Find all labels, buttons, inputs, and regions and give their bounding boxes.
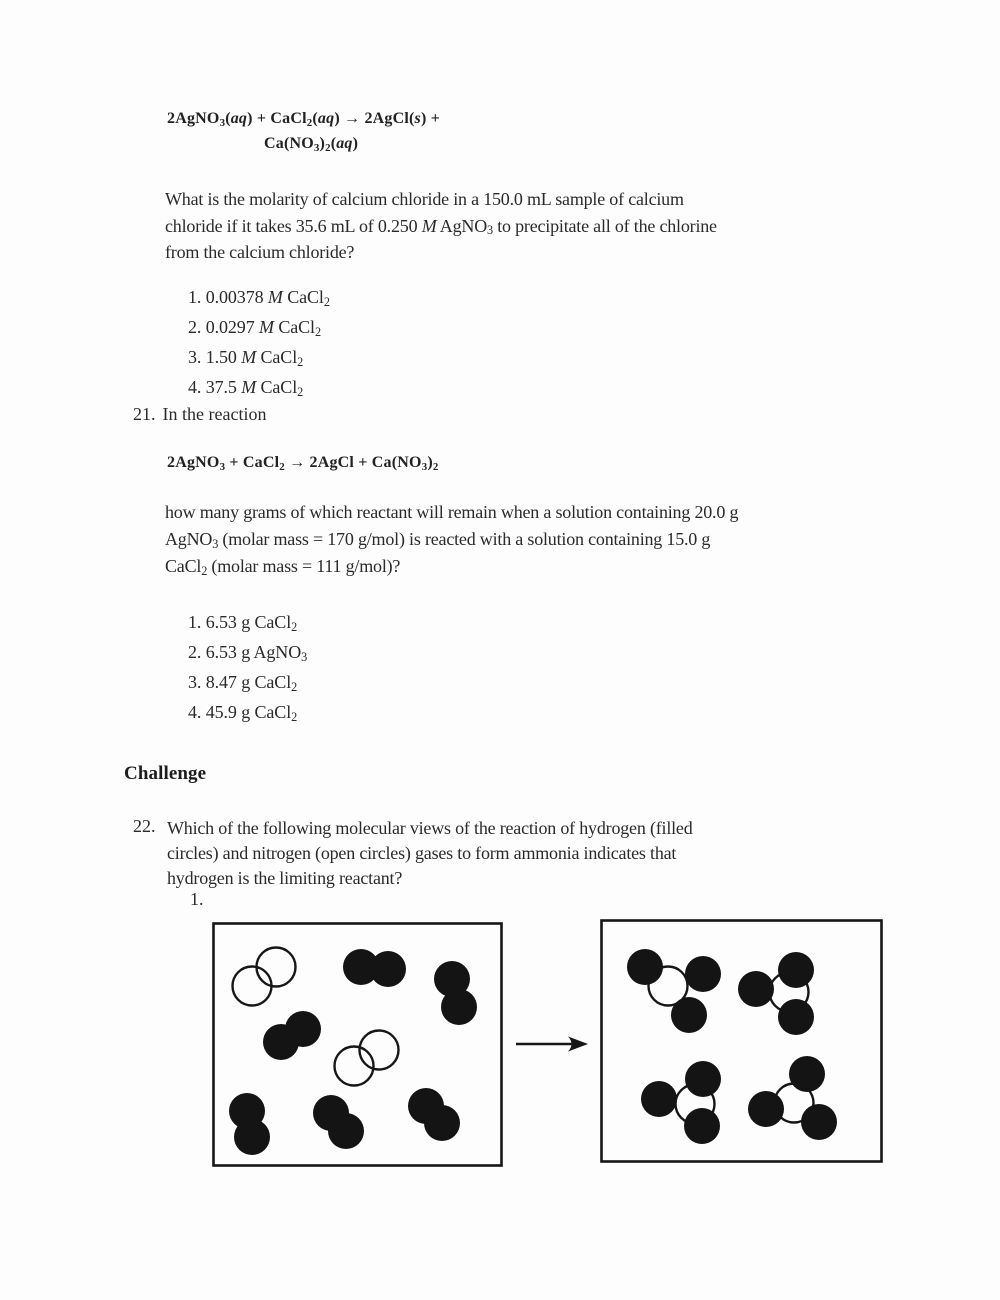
- equation-line-1: 2AgNO$_3$(aq) + CaCl$_2$(aq) → 2AgCl(s) +: [167, 110, 441, 129]
- answer-option-4: 4. 37.5 M CaCl$_2$: [188, 377, 304, 399]
- question-20-line-1: What is the molarity of calcium chloride in a 150.0 mL sample of calcium: [165, 189, 684, 209]
- question-22-line-2: circles) and nitrogen (open circles) gases to form ammonia indicates that: [167, 843, 677, 863]
- equation-line-2: $Ca(NO_3)_2(aq)$: [264, 135, 359, 154]
- question-22-text: [167, 816, 693, 891]
- question-20-options: [188, 282, 330, 402]
- question-22-number: 22.: [133, 816, 156, 836]
- question-21-header: [133, 404, 266, 425]
- question-21-number: 21.: [133, 404, 156, 424]
- question-21-line-2: AgNO$_3$ (molar mass = 170 g/mol) is reacted with a solution containing 15.0 g: [165, 529, 711, 551]
- challenge-heading: Challenge: [124, 763, 207, 784]
- question-20-line-3: from the calcium chloride?: [165, 242, 355, 262]
- answer-option-2: 2. 6.53 g AgNO$_3$: [188, 642, 308, 664]
- answer-option-3: 3. 1.50 M CaCl$_2$: [188, 347, 304, 369]
- question-21-line-3: CaCl$_2$ (molar mass = 111 g/mol)?: [165, 556, 401, 578]
- answer-option-4: 4. 45.9 g CaCl$_2$: [188, 702, 298, 724]
- question-21-options: [188, 607, 307, 727]
- question-21-title: In the reaction: [162, 404, 267, 424]
- question-22-line-3: hydrogen is the limiting reactant?: [167, 868, 403, 888]
- question-20-line-2: chloride if it takes 35.6 mL of 0.250 M AgNO$_3$ to precipitate all of the chlorine: [165, 215, 717, 238]
- equation-silver-nitrate-calcium-chloride: [167, 106, 440, 156]
- answer-option-1: 1. 6.53 g CaCl$_2$: [188, 612, 298, 634]
- equation-reaction-21: 2AgNO$_3$ + CaCl$_2$ → 2AgCl + $Ca(NO_3)_2$: [167, 454, 439, 473]
- question-22-option-label: 1.: [190, 889, 204, 909]
- products-molecule-box: [600, 919, 883, 1163]
- reactants-molecule-box: [212, 922, 503, 1167]
- question-22-line-1: Which of the following molecular views of the reaction of hydrogen (filled: [167, 818, 693, 838]
- reaction-arrow-icon: [515, 1032, 589, 1061]
- answer-option-1: 1. 0.00378 M CaCl$_2$: [188, 287, 330, 309]
- question-21-text: [165, 499, 738, 580]
- question-21-line-1: how many grams of which reactant will remain when a solution containing 20.0 g: [165, 502, 739, 522]
- question-20-text: [165, 186, 717, 266]
- answer-option-3: 3. 8.47 g CaCl$_2$: [188, 672, 298, 694]
- answer-option-2: 2. 0.0297 M CaCl$_2$: [188, 317, 321, 339]
